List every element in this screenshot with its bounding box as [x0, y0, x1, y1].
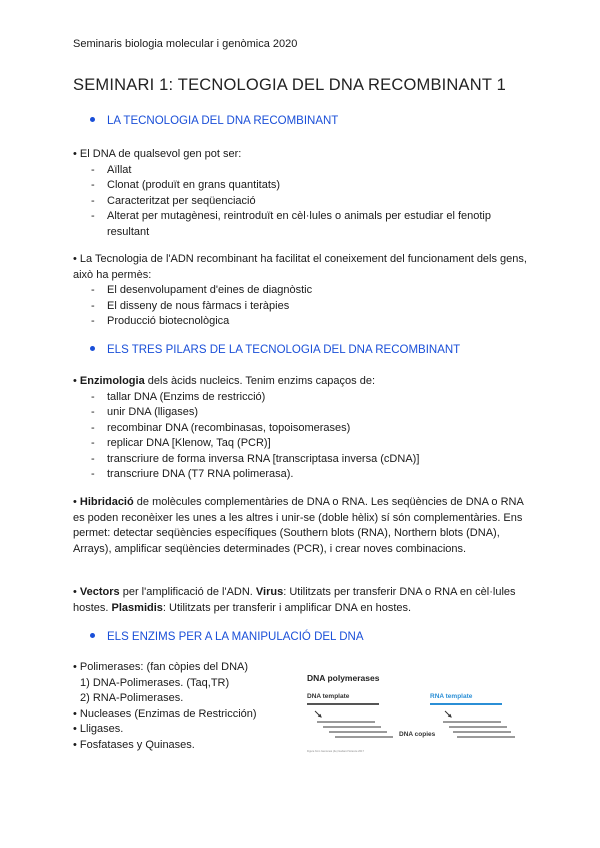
arrow-icon [315, 711, 320, 716]
list-item: - El disseny de nous fàrmacs i teràpies [91, 299, 290, 312]
running-header: Seminaris biologia molecular i genòmica 2020 [73, 38, 298, 50]
section-heading-text: LA TECNOLOGIA DEL DNA RECOMBINANT [107, 115, 339, 127]
enzimologia-lead: • Enzimologia dels àcids nucleics. Tenim enzims capaços de: [73, 375, 375, 387]
list-item: • Polimerases: (fan còpies del DNA) [73, 661, 249, 673]
list-item: - transcriure DNA (T7 RNA polimerasa). [91, 468, 294, 480]
dna-template-strand [307, 703, 379, 705]
list-item: - Clonat (produït en grans quantitats) [91, 179, 281, 191]
figure-rna-template-label: RNA template [430, 693, 473, 700]
list-item: - transcriure de forma inversa RNA [transcriptasa inversa (cDNA)] [91, 452, 420, 465]
figure-title: DNA polymerases [307, 673, 380, 683]
list-item: - Alterat per mutagènesi, reintroduït en cèl·lules o animals per estudiar el fenotip resultant [91, 210, 491, 238]
list-item: - replicar DNA [Klenow, Taq (PCR)] [91, 437, 271, 449]
list-item: - recombinar DNA (recombinasas, topoisomerases) [91, 421, 351, 434]
section-heading-3 [90, 631, 364, 643]
vectors-block: • Vectors per l'amplificació de l'ADN. Virus: Utilitzats per transferir DNA o RNA en cèl·lules hostes. Plasmidis: Utilitzats per transferir i amplificar DNA en hostes. [73, 586, 516, 614]
list-item: - Producció biotecnològica [91, 315, 230, 327]
figure-dna-copies-label: DNA copies [399, 731, 436, 738]
list-item: - tallar DNA (Enzims de restricció) [91, 390, 266, 403]
figure-credit: Figure from Genomes (4e) Garland Science 2017 [307, 750, 364, 753]
list-item: • Nucleases (Enzimas de Restricción) [73, 707, 257, 720]
list-item: - Aïllat [91, 163, 132, 176]
rna-template-strand [430, 703, 502, 705]
arrow-icon [445, 711, 450, 716]
section-heading-1 [90, 115, 338, 127]
hibridacio-block: • Hibridació de molècules complementàries de DNA o RNA. Les seqüències de DNA o RNA es poden reconèixer les unes a les altres i unir-se (doble hèlix) sí són complementàries. Ens permet: detectar seqüències específiques (Southern blots (RNA), Northern blots (DNA), Arrays), amplificar seqüències determinades (PCR), i crear noves combinacions. [73, 496, 524, 555]
section-heading-2 [90, 344, 460, 356]
list-item: • Lligases. [73, 723, 124, 735]
list-item: - Caracteritzat per seqüenciació [91, 194, 256, 207]
bullet-dot [90, 346, 95, 351]
bullet-dot [90, 633, 95, 638]
dna-copies-left [317, 721, 393, 738]
tech-block [73, 252, 533, 330]
dna-intro-block [73, 147, 533, 240]
enzims-list [73, 660, 303, 753]
page-title: SEMINARI 1: TECNOLOGIA DEL DNA RECOMBINANT 1 [73, 76, 507, 94]
figure-dna-template-label: DNA template [307, 693, 350, 700]
dna-copies-right [443, 721, 515, 738]
list-item: - unir DNA (lligases) [91, 406, 199, 418]
enzimologia-block [73, 374, 533, 483]
section-heading-text: ELS ENZIMS PER A LA MANIPULACIÓ DEL DNA [107, 631, 364, 643]
section-heading-text: ELS TRES PILARS DE LA TECNOLOGIA DEL DNA RECOMBINANT [107, 344, 461, 356]
bullet-dot [90, 117, 95, 122]
list-item: • Fosfatases y Quinases. [73, 738, 195, 751]
tech-lead: • La Tecnologia de l'ADN recombinant ha facilitat el coneixement del funcionament dels gens, això ha permès: [73, 253, 527, 281]
list-item: - El desenvolupament d'eines de diagnòstic [91, 284, 313, 296]
dna-intro-lead: • El DNA de qualsevol gen pot ser: [73, 148, 242, 160]
list-item: 2) RNA-Polimerases. [80, 692, 184, 704]
dna-polymerases-figure [303, 670, 518, 756]
list-item: 1) DNA-Polimerases. (Taq,TR) [80, 676, 230, 689]
